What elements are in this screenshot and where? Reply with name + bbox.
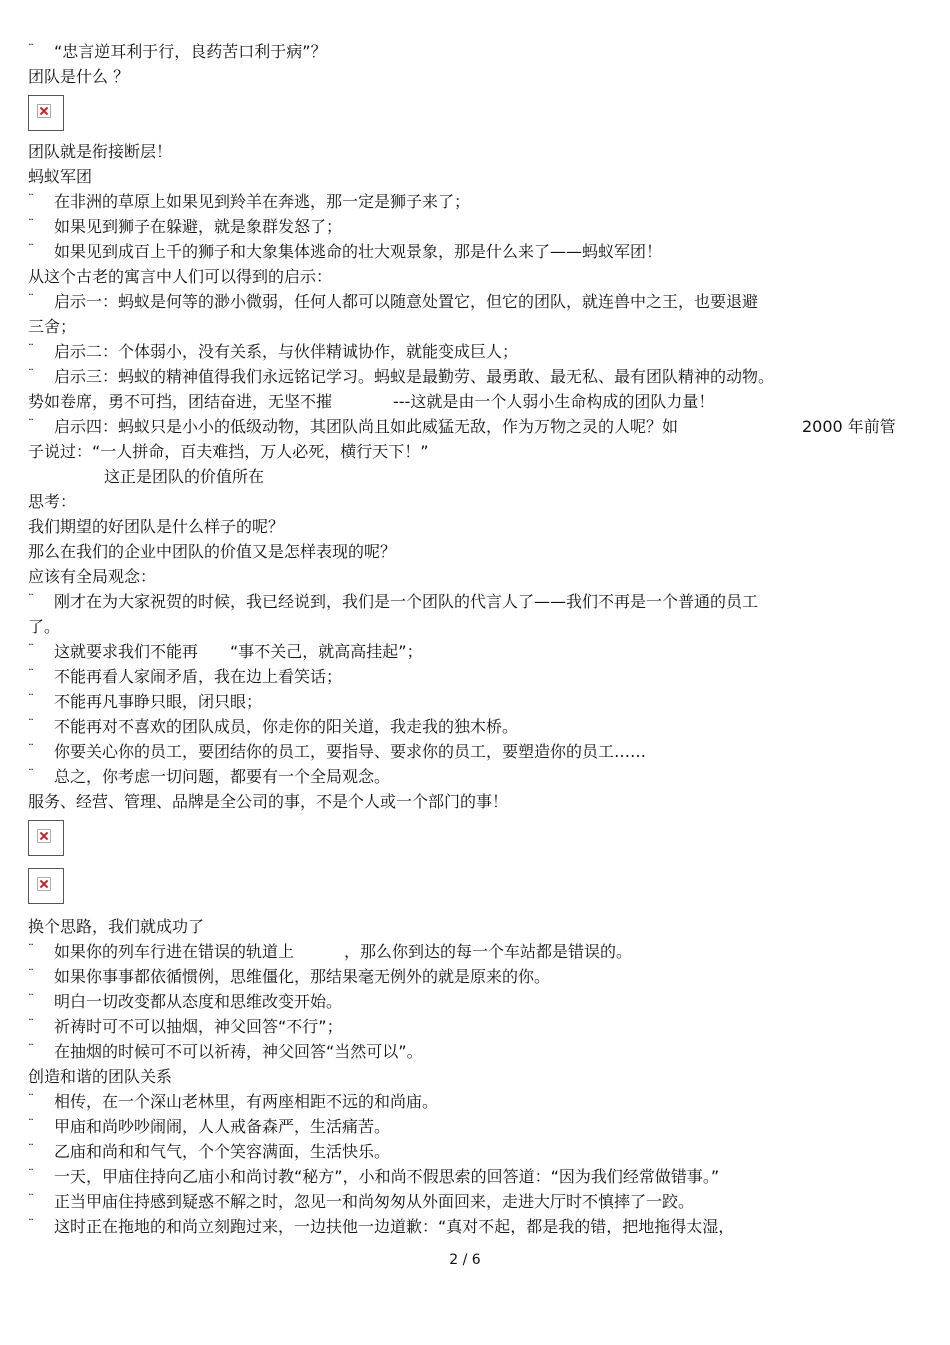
bullet-marker: ¨ [28,667,34,681]
text-line: 正当甲庙住持感到疑惑不解之时，忽见一和尚匆匆从外面回来，走进大厅时不慎摔了一跤。 [54,1192,695,1211]
text-line: 如果见到狮子在躲避，就是象群发怒了； [54,217,343,236]
text-line: 不能再凡事睁只眼，闭只眼； [54,692,263,711]
section-heading: 换个思路，我们就成功了 [28,917,205,936]
text-line: 祈祷时可不可以抽烟，神父回答“不行”； [54,1017,343,1036]
bullet-marker: ¨ [28,642,34,656]
text-line: 在非洲的草原上如果见到羚羊在奔逃，那一定是狮子来了； [54,192,471,211]
section-heading: 创造和谐的团队关系 [28,1067,173,1086]
text-line: 三舍； [28,317,77,336]
text-line: 明白一切改变都从态度和思维改变开始。 [54,992,343,1011]
text-line: “事不关己，就高高挂起”； [230,642,423,661]
text-line: 如果见到成百上千的狮子和大象集体逃命的壮大观景象，那是什么来了——蚂蚁军团！ [54,242,663,261]
bullet-marker: ¨ [28,967,34,981]
text-line: 启示一：蚂蚁是何等的渺小微弱，任何人都可以随意处置它，但它的团队，就连兽中之王，也要退避 [54,292,759,311]
bullet-marker: ¨ [28,42,34,56]
text-line: 启示三：蚂蚁的精神值得我们永远铭记学习。蚂蚁是最勤劳、最勇敢、最无私、最有团队精神的动物。 [54,367,775,386]
text-line: 你要关心你的员工，要团结你的员工，要指导、要求你的员工，要塑造你的员工…… [54,742,647,761]
bullet-marker: ¨ [28,1192,34,1206]
bullet-marker: ¨ [28,742,34,756]
bullet-marker: ¨ [28,692,34,706]
page-number: 2 / 6 [449,1252,481,1268]
text-line: 思考： [28,492,77,511]
text-line: 这时正在拖地的和尚立刻跑过来，一边扶他一边道歉：“真对不起，都是我的错，把地拖得太湿， [54,1217,735,1236]
text-line: 团队是什么 ？ [28,67,130,86]
bullet-marker: ¨ [28,242,34,256]
bullet-marker: ¨ [28,1042,34,1056]
text-line: 如果你的列车行进在错误的轨道上 [54,942,295,961]
text-line: 在抽烟的时候可不可以祈祷，神父回答“当然可以”。 [54,1042,423,1061]
bullet-marker: ¨ [28,417,34,431]
text-line: 从这个古老的寓言中人们可以得到的启示： [28,267,333,286]
bullet-marker: ¨ [28,767,34,781]
text-line: 刚才在为大家祝贺的时候，我已经说到，我们是一个团队的代言人了——我们不再是一个普通的员工 [54,592,759,611]
text-line: 势如卷席，勇不可挡，团结奋进，无坚不摧 [28,392,333,411]
text-line: ---这就是由一个人弱小生命构成的团队力量！ [393,392,715,411]
text-line: “忠言逆耳利于行，良药苦口利于病”？ [54,42,327,61]
text-line: 不能再看人家闹矛盾，我在边上看笑话； [54,667,343,686]
broken-image-icon [28,95,64,131]
broken-image-icon [28,868,64,904]
text-line: 总之，你考虑一切问题，都要有一个全局观念。 [54,767,391,786]
bullet-marker: ¨ [28,192,34,206]
section-heading: 蚂蚁军团 [28,167,93,186]
text-line: 如果你事事都依循惯例，思维僵化，那结果毫无例外的就是原来的你。 [54,967,551,986]
bullet-marker: ¨ [28,992,34,1006]
text-line: 启示二：个体弱小，没有关系，与伙伴精诚协作，就能变成巨人； [54,342,519,361]
text-line: 2000 年前管 [802,417,896,436]
bullet-marker: ¨ [28,717,34,731]
text-line: 这正是团队的价值所在 [104,467,265,486]
text-line: 服务、经营、管理、品牌是全公司的事，不是个人或一个部门的事！ [28,792,509,811]
bullet-marker: ¨ [28,292,34,306]
bullet-marker: ¨ [28,1092,34,1106]
bullet-marker: ¨ [28,342,34,356]
bullet-marker: ¨ [28,1117,34,1131]
text-line: 不能再对不喜欢的团队成员，你走你的阳关道，我走我的独木桥。 [54,717,519,736]
bullet-marker: ¨ [28,367,34,381]
text-line: 一天，甲庙住持向乙庙小和尚讨教“秘方”，小和尚不假思索的回答道：“因为我们经常做错事。” [54,1167,720,1186]
bullet-marker: ¨ [28,217,34,231]
bullet-marker: ¨ [28,1217,34,1231]
text-line: 相传，在一个深山老林里，有两座相距不远的和尚庙。 [54,1092,439,1111]
bullet-marker: ¨ [28,942,34,956]
text-line: 团队就是衔接断层！ [28,142,173,161]
broken-image-icon [28,820,64,856]
bullet-marker: ¨ [28,1142,34,1156]
bullet-marker: ¨ [28,1017,34,1031]
text-line: 那么在我们的企业中团队的价值又是怎样表现的呢？ [28,542,397,561]
text-line: 启示四：蚂蚁只是小小的低级动物，其团队尚且如此威猛无敌，作为万物之灵的人呢？如 [54,417,679,436]
bullet-marker: ¨ [28,592,34,606]
section-heading: 应该有全局观念： [28,567,157,586]
bullet-marker: ¨ [28,1167,34,1181]
text-line: 子说过：“一人拼命，百夫难挡，万人必死，横行天下！” [28,442,429,461]
text-line: 甲庙和尚吵吵闹闹，人人戒备森严，生活痛苦。 [54,1117,391,1136]
text-line: 了。 [28,617,61,636]
text-line: 这就要求我们不能再 [54,642,199,661]
text-line: ，那么你到达的每一个车站都是错误的。 [344,942,633,961]
text-line: 我们期望的好团队是什么样子的呢？ [28,517,285,536]
text-line: 乙庙和尚和和气气，个个笑容满面，生活快乐。 [54,1142,391,1161]
